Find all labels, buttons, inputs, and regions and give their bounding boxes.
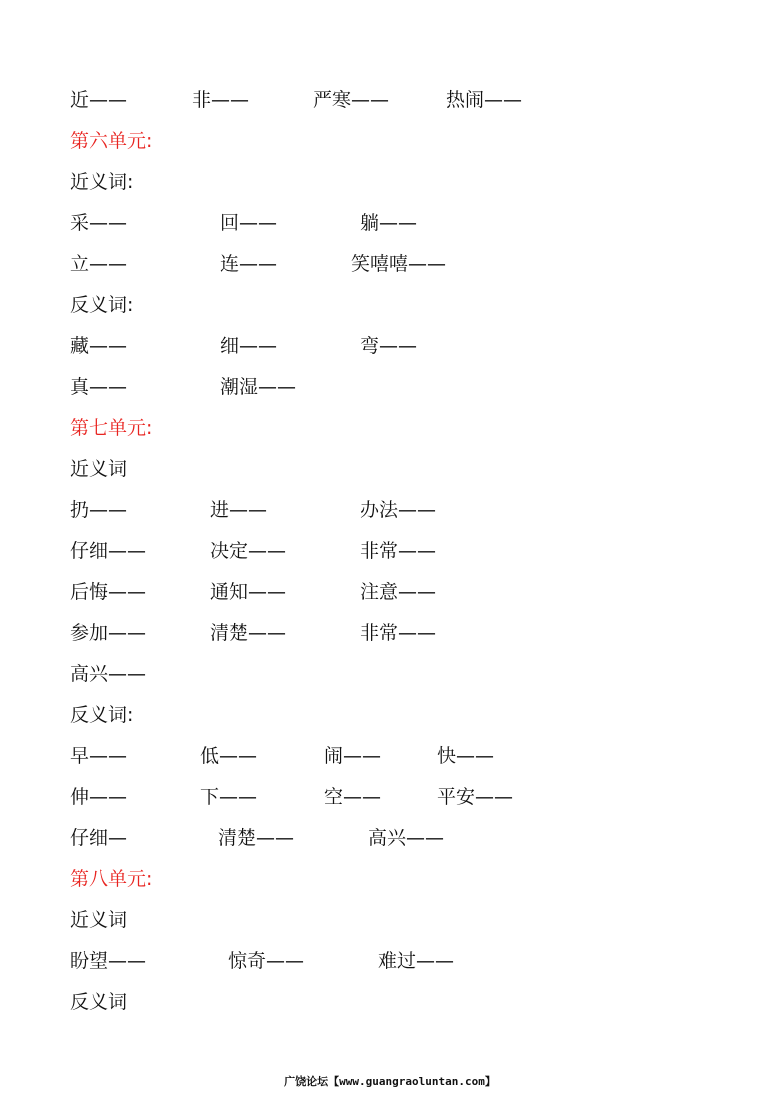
word-item: 热闹——	[446, 89, 523, 111]
section-label-text: 近义词	[70, 909, 128, 931]
word-item: 笑嘻嘻——	[351, 253, 447, 275]
section-label-text: 反义词:	[70, 294, 134, 316]
section-label-text: 近义词	[70, 458, 128, 480]
section-label	[0, 454, 780, 484]
word-item: 后悔——	[70, 581, 147, 603]
word-item: 扔——	[70, 499, 128, 521]
word-item: 非——	[192, 89, 250, 111]
word-item: 难过——	[378, 950, 455, 972]
word-item: 惊奇——	[228, 950, 305, 972]
word-item: 真——	[70, 376, 128, 398]
word-item: 办法——	[360, 499, 437, 521]
word-item: 高兴——	[368, 827, 445, 849]
word-row	[0, 331, 780, 361]
word-item: 立——	[70, 253, 128, 275]
word-item: 快——	[437, 745, 495, 767]
word-row	[0, 782, 780, 812]
section-label	[0, 167, 780, 197]
word-item: 采——	[70, 212, 128, 234]
word-row	[0, 208, 780, 238]
unit-heading-text: 第六单元:	[70, 130, 153, 152]
word-item: 清楚——	[218, 827, 295, 849]
word-row	[0, 659, 780, 689]
word-row	[0, 85, 780, 115]
word-row	[0, 577, 780, 607]
unit-heading	[0, 126, 780, 156]
word-row	[0, 946, 780, 976]
word-item: 进——	[210, 499, 268, 521]
section-label-text: 反义词:	[70, 704, 134, 726]
word-item: 潮湿——	[220, 376, 297, 398]
unit-heading-text: 第八单元:	[70, 868, 153, 890]
word-row	[0, 741, 780, 771]
unit-heading	[0, 864, 780, 894]
word-item: 伸——	[70, 786, 128, 808]
word-item: 连——	[220, 253, 278, 275]
section-label-text: 近义词:	[70, 171, 134, 193]
word-item: 盼望——	[70, 950, 147, 972]
word-item: 平安——	[437, 786, 514, 808]
section-label	[0, 700, 780, 730]
word-item: 注意——	[360, 581, 437, 603]
word-row	[0, 249, 780, 279]
word-row	[0, 495, 780, 525]
word-item: 空——	[324, 786, 382, 808]
word-item: 清楚——	[210, 622, 287, 644]
section-label	[0, 905, 780, 935]
word-item: 高兴——	[70, 663, 147, 685]
word-item: 藏——	[70, 335, 128, 357]
word-item: 回——	[220, 212, 278, 234]
unit-heading-text: 第七单元:	[70, 417, 153, 439]
word-item: 仔细—	[70, 827, 128, 849]
word-item: 决定——	[210, 540, 287, 562]
word-item: 严寒——	[313, 89, 390, 111]
section-label-text: 反义词	[70, 991, 128, 1013]
word-item: 通知——	[210, 581, 287, 603]
word-item: 下——	[200, 786, 258, 808]
word-row	[0, 618, 780, 648]
word-item: 弯——	[360, 335, 418, 357]
section-label	[0, 290, 780, 320]
word-item: 非常——	[360, 540, 437, 562]
word-row	[0, 536, 780, 566]
word-item: 闹——	[324, 745, 382, 767]
word-item: 细——	[220, 335, 278, 357]
word-item: 仔细——	[70, 540, 147, 562]
word-item: 近——	[70, 89, 128, 111]
section-label	[0, 987, 780, 1017]
word-row	[0, 823, 780, 853]
unit-heading	[0, 413, 780, 443]
word-item: 早——	[70, 745, 128, 767]
word-row	[0, 372, 780, 402]
word-item: 非常——	[360, 622, 437, 644]
word-item: 参加——	[70, 622, 147, 644]
word-item: 低——	[200, 745, 258, 767]
page-footer: 广饶论坛【www.guangraoluntan.com】	[284, 1075, 496, 1088]
word-item: 躺——	[360, 212, 418, 234]
